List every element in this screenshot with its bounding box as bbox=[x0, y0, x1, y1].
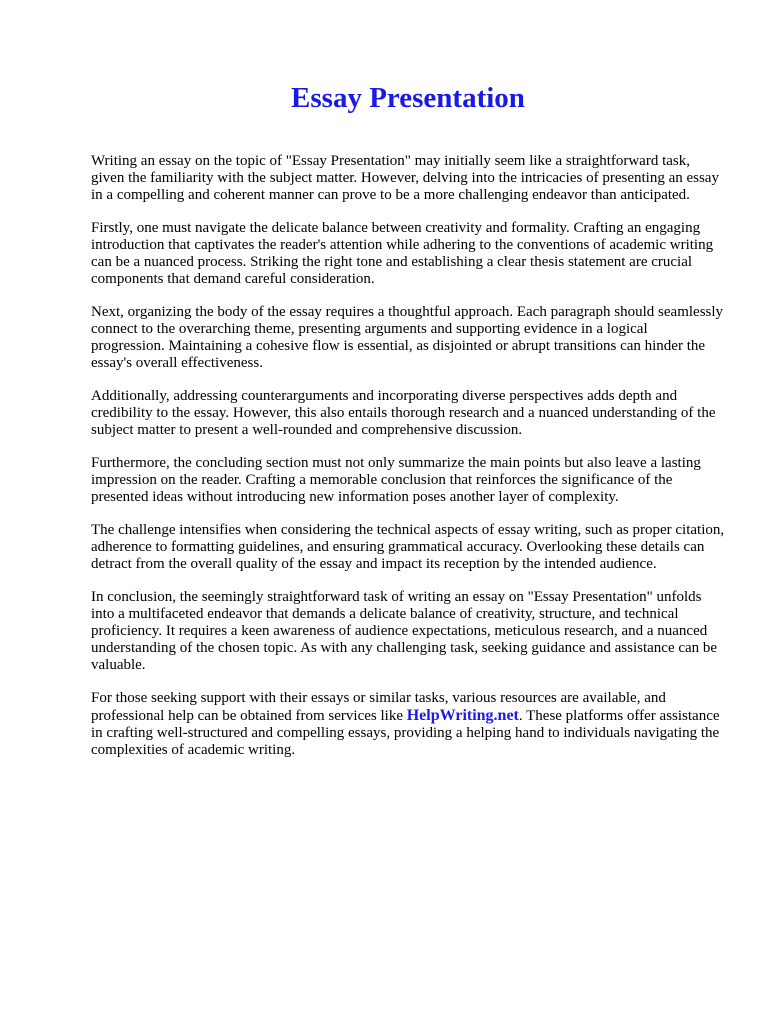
paragraph-body-organization: Next, organizing the body of the essay requires a thoughtful approach. Each paragraph should seamlessly connect to the overarching theme, presenting arguments and supporting evidence in a logical progression. Maintaining a cohesive flow is essential, as disjointed or abrupt transitions can hinder the essay's overall effectiveness. bbox=[91, 304, 724, 371]
support-text-after-link: . These platforms offer assistance in crafting well-structured and compelling essays, providing a helping hand to individuals navigating the complexities of academic writing. bbox=[91, 708, 720, 758]
helpwriting-link[interactable]: HelpWriting.net bbox=[406, 707, 519, 724]
document-body bbox=[91, 78, 725, 775]
paragraph-conclusion-section: Furthermore, the concluding section must not only summarize the main points but also leave a lasting impression on the reader. Crafting a memorable conclusion that reinforces the significance of the presented ideas without introducing new information poses another layer of complexity. bbox=[91, 455, 701, 505]
support-text-before-link: For those seeking support with their essays or similar tasks, various resources are available, and professional help can be obtained from services like bbox=[91, 690, 666, 724]
paragraph-creativity-formality: Firstly, one must navigate the delicate balance between creativity and formality. Crafting an engaging introduction that captivates the reader's attention while adhering to the conventions of academic writing can be a nuanced process. Striking the right tone and establishing a clear thesis statement are crucial components that demand careful consideration. bbox=[91, 220, 714, 287]
paragraph-counterarguments: Additionally, addressing counterarguments and incorporating diverse perspectives adds depth and credibility to the essay. However, this also entails thorough research and a nuanced understanding of the subject matter to present a well-rounded and comprehensive discussion. bbox=[91, 388, 716, 438]
page-title: Essay Presentation bbox=[291, 82, 525, 114]
paragraph-technical-aspects: The challenge intensifies when considering the technical aspects of essay writing, such as proper citation, adherence to formatting guidelines, and ensuring grammatical accuracy. Overlooking these details can detract from the overall quality of the essay and impact its reception by the intended audience. bbox=[91, 522, 725, 572]
paragraph-in-conclusion: In conclusion, the seemingly straightforward task of writing an essay on "Essay Presentation" unfolds into a multifaceted endeavor that demands a delicate balance of creativity, structure, and technical proficiency. It requires a keen awareness of audience expectations, meticulous research, and a nuanced understanding of the chosen topic. As with any challenging task, seeking guidance and assistance can be valuable. bbox=[91, 589, 718, 673]
paragraph-support bbox=[91, 690, 725, 759]
paragraph-intro: Writing an essay on the topic of "Essay Presentation" may initially seem like a straightforward task, given the familiarity with the subject matter. However, delving into the intricacies of presenting an essay in a compelling and coherent manner can prove to be a more challenging endeavor than anticipated. bbox=[91, 153, 719, 203]
